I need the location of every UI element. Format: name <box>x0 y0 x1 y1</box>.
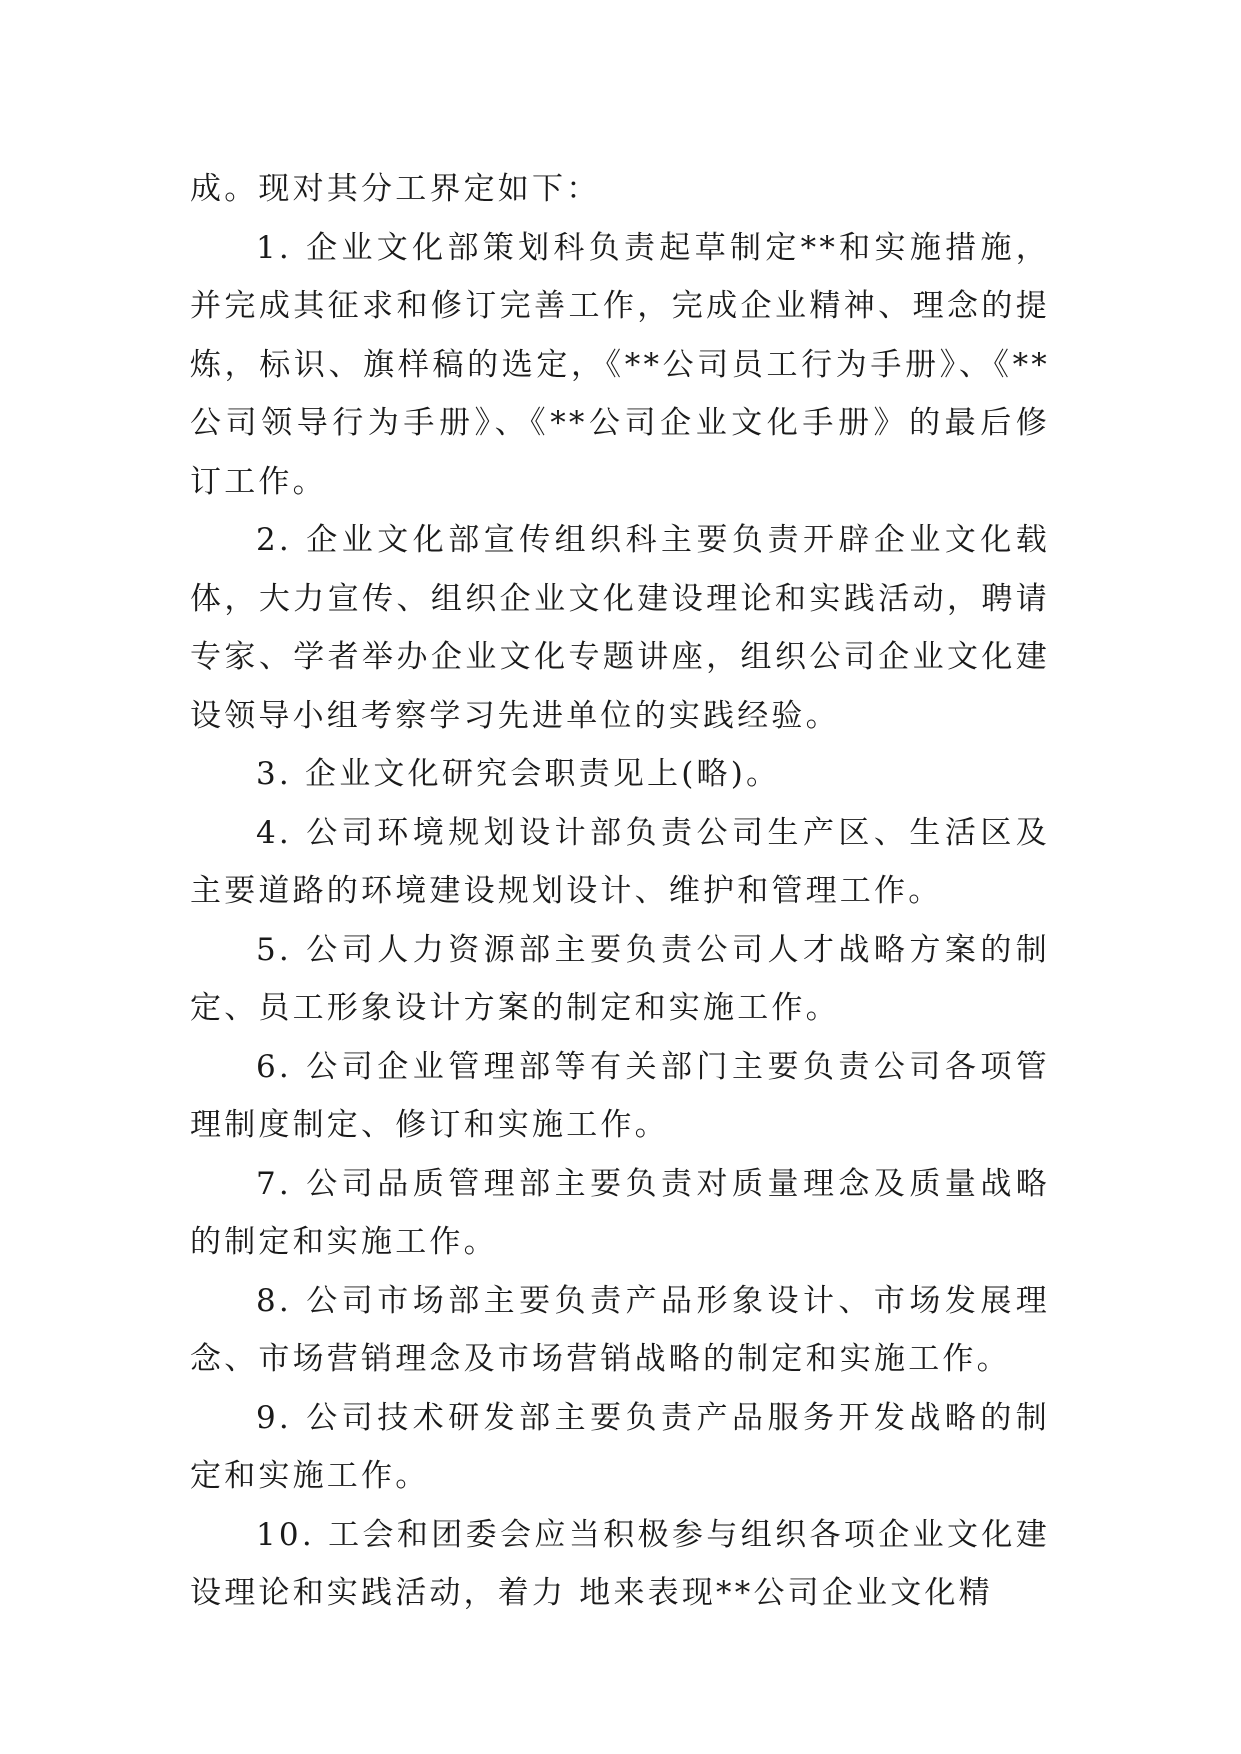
paragraph-item-8: 8. 公司市场部主要负责产品形象设计、市场发展理念、市场营销理念及市场营销战略的制定和实施工作。 <box>190 1282 1050 1377</box>
paragraph-item-3: 3. 企业文化研究会职责见上(略)。 <box>256 756 781 792</box>
paragraph-item-9: 9. 公司技术研发部主要负责产品服务开发战略的制定和实施工作。 <box>190 1399 1050 1494</box>
paragraph-item-7: 7. 公司品质管理部主要负责对质量理念及质量战略的制定和实施工作。 <box>190 1165 1050 1260</box>
paragraph-item-2: 2. 企业文化部宣传组织科主要负责开辟企业文化载体，大力宣传、组织企业文化建设理论和实践活动，聘请专家、学者举办企业文化专题讲座，组织公司企业文化建设领导小组考察学习先进单位的实践经验。 <box>190 522 1050 734</box>
document-body <box>190 160 1050 1623</box>
paragraph-item-10: 10. 工会和团委会应当积极参与组织各项企业文化建设理论和实践活动，着力 地来表现**公司企业文化精 <box>190 1516 1050 1611</box>
paragraph-item-4: 4. 公司环境规划设计部负责公司生产区、生活区及主要道路的环境建设规划设计、维护和管理工作。 <box>190 814 1050 909</box>
paragraph-item-5: 5. 公司人力资源部主要负责公司人才战略方案的制定、员工形象设计方案的制定和实施工作。 <box>190 931 1050 1026</box>
paragraph-intro: 成。现对其分工界定如下： <box>190 171 601 207</box>
paragraph-item-6: 6. 公司企业管理部等有关部门主要负责公司各项管理制度制定、修订和实施工作。 <box>190 1048 1050 1143</box>
paragraph-item-1: 1. 企业文化部策划科负责起草制定**和实施措施，并完成其征求和修订完善工作，完成企业精神、理念的提炼，标识、旗样稿的选定，《**公司员工行为手册》、《**公司领导行为手册》、《**公司企业文化手册》的最后修订工作。 <box>190 229 1050 500</box>
